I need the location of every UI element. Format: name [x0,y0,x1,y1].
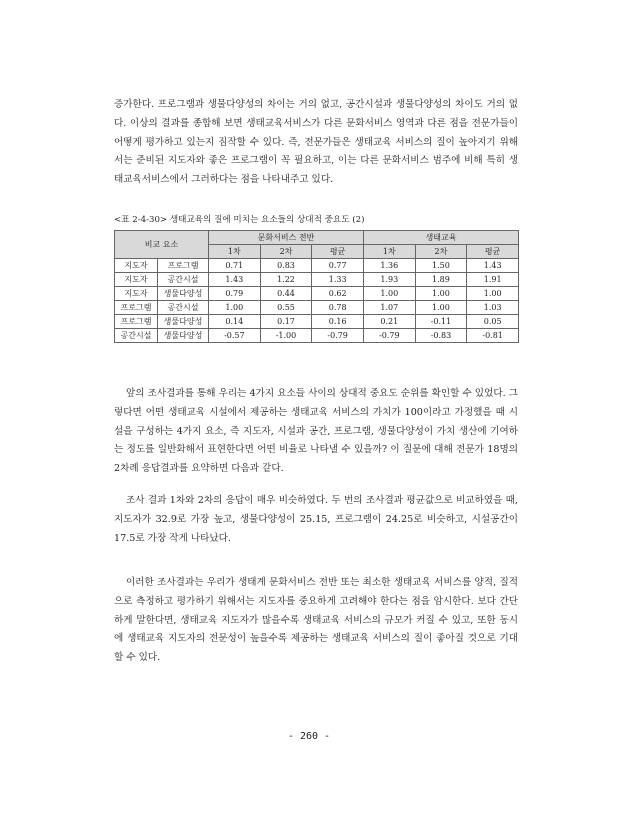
table-cell-value: 0.05 [467,315,519,329]
header-group-culture: 문화서비스 전반 [209,231,364,245]
table-cell-value: 0.16 [312,315,364,329]
header-sub: 2차 [415,245,467,259]
table-cell-value: 1.07 [363,301,415,315]
table-cell-value: 1.00 [363,287,415,301]
importance-table [114,230,519,343]
body-paragraph-2: 앞의 조사결과를 통해 우리는 4가지 요소들 사이의 상대적 중요도 순위를 확인할 수 있었다. 그렇다면 어떤 생태교육 시설에서 제공하는 생태교육 서비스의 가치가 100이라고 가정했을 때 시설을 구성하는 4가지 요소, 즉 지도자, 시설과 공간, 프로그램, 생물다양성이 가치 생산에 기여하는 정도를 일반화해서 표현한다면 어떤 비율로 나타낼 수 있을까? 이 질문에 대해 전문가 18명의 2차례 응답결과를 요약하면 다음과 같다. [114,388,518,475]
table-cell-value: 1.93 [363,273,415,287]
row-element-a: 공간시설 [115,329,158,343]
table-row [115,259,519,273]
table-cell-value: -0.11 [415,315,467,329]
row-element-b: 공간시설 [158,301,209,315]
page-number: - 260 - [287,731,331,742]
table-cell-value: 0.62 [312,287,364,301]
table-cell-value: 0.77 [312,259,364,273]
table-cell-value: 0.71 [209,259,261,273]
table-cell-value: -0.57 [209,329,261,343]
table-body [115,259,519,343]
row-element-b: 생물다양성 [158,329,209,343]
table-header-row-1 [115,231,519,245]
table-cell-value: -0.79 [312,329,364,343]
row-element-a: 프로그램 [115,315,158,329]
table-row [115,329,519,343]
table-cell-value: -0.79 [363,329,415,343]
row-element-b: 공간시설 [158,273,209,287]
table-cell-value: 0.55 [260,301,312,315]
table-row [115,315,519,329]
body-paragraph-1: 증가한다. 프로그램과 생물다양성의 차이는 거의 없고, 공간시설과 생물다양성의 차이도 거의 없다. 이상의 결과를 종합해 보면 생태교육서비스가 다른 문화서비스 영역과 다른 점을 전문가들이 어떻게 평가하고 있는지 짐작할 수 있다. 즉, 전문가들은 생태교육 서비스의 질이 높아지기 위해서는 준비된 지도자와 좋은 프로그램이 꼭 필요하고, 이는 다른 문화서비스 범주에 비해 특히 생태교육서비스에서 그러하다는 점을 나타내주고 있다. [114,99,518,186]
table-cell-value: -1.00 [260,329,312,343]
table-cell-value: 1.89 [415,273,467,287]
table-cell-value: 1.33 [312,273,364,287]
table-cell-value: 1.22 [260,273,312,287]
header-sub: 평균 [312,245,364,259]
table-cell-value: 1.91 [467,273,519,287]
table-cell-value: 1.00 [415,287,467,301]
row-element-a: 프로그램 [115,301,158,315]
table-cell-value: 0.21 [363,315,415,329]
table-cell-value: 1.00 [415,301,467,315]
table-cell-value: 0.83 [260,259,312,273]
table-cell-value: 1.50 [415,259,467,273]
table-cell-value: -0.83 [415,329,467,343]
body-paragraph-4: 이러한 조사결과는 우리가 생태계 문화서비스 전반 또는 최소한 생태교육 서비스를 양적, 질적으로 측정하고 평가하기 위해서는 지도자를 중요하게 고려해야 한다는 점을 암시한다. 보다 간단하게 말한다면, 생태교육 지도자가 많을수록 생태교육 서비스의 규모가 커질 수 있고, 또한 동시에 생태교육 지도자의 전문성이 높을수록 제공하는 생태교육 서비스의 질이 좋아질 것으로 기대할 수 있다. [114,577,518,664]
table-cell-value: 1.43 [209,273,261,287]
table-cell-value: 1.43 [467,259,519,273]
table-cell-value: 0.17 [260,315,312,329]
row-element-b: 생물다양성 [158,287,209,301]
table-cell-value: 1.36 [363,259,415,273]
body-paragraph-3: 조사 결과 1차와 2차의 응답이 매우 비슷하였다. 두 번의 조사결과 평균값으로 비교하였을 때, 지도자가 32.9로 가장 높고, 생물다양성이 25.15, 프로그램이 24.25로 비슷하고, 시설공간이 17.5로 가장 작게 나타났다. [114,495,518,544]
table-caption: <표 2-4-30> 생태교육의 질에 미치는 요소들의 상대적 중요도 (2) [114,215,365,225]
header-sub: 1차 [209,245,261,259]
table-row [115,287,519,301]
table-cell-value: 0.14 [209,315,261,329]
row-element-b: 생물다양성 [158,315,209,329]
row-element-a: 지도자 [115,273,158,287]
header-group-eco: 생태교육 [363,231,518,245]
table-cell-value: 1.00 [209,301,261,315]
header-sub: 2차 [260,245,312,259]
table-row [115,273,519,287]
row-element-b: 프로그램 [158,259,209,273]
header-compare: 비교 요소 [115,231,209,259]
table-cell-value: 0.44 [260,287,312,301]
header-sub: 1차 [363,245,415,259]
row-element-a: 지도자 [115,287,158,301]
table-cell-value: 0.79 [209,287,261,301]
table-cell-value: 1.00 [467,287,519,301]
table-cell-value: 0.78 [312,301,364,315]
header-sub: 평균 [467,245,519,259]
table-cell-value: 1.03 [467,301,519,315]
row-element-a: 지도자 [115,259,158,273]
table-cell-value: -0.81 [467,329,519,343]
table-row [115,301,519,315]
